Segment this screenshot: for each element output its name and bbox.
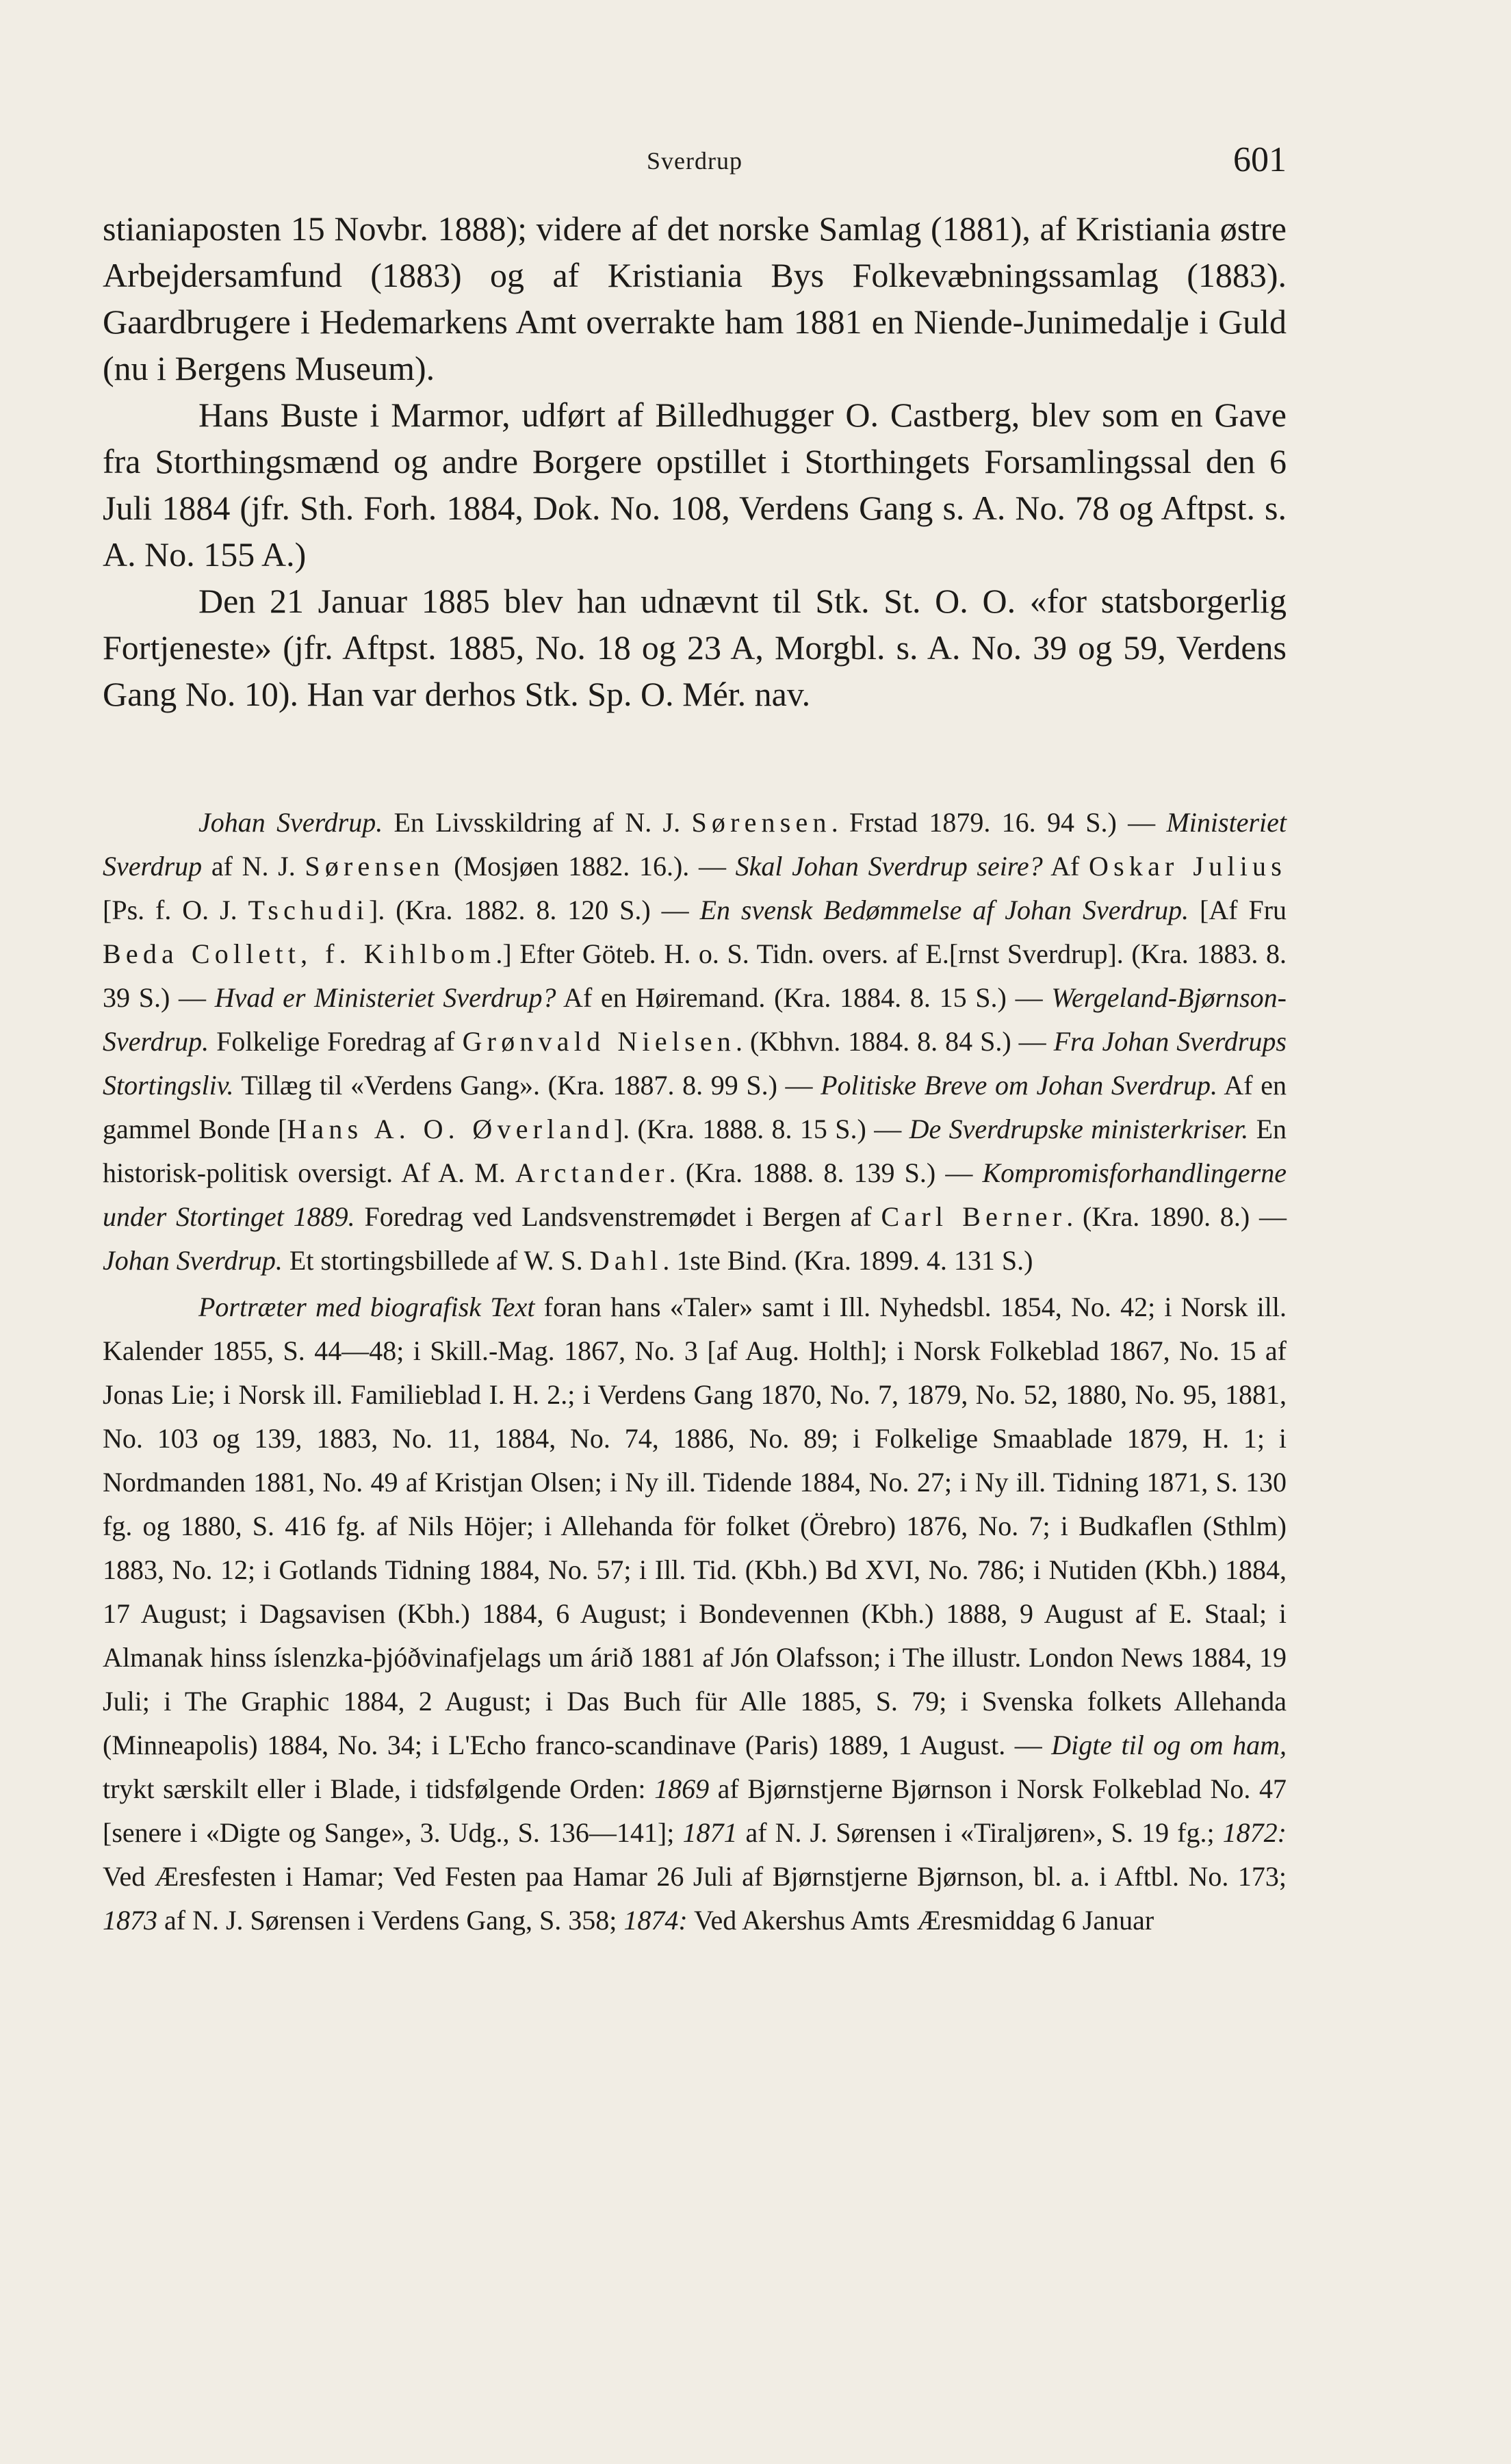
citation-text: [Ps. f. O. J. <box>103 895 248 925</box>
author-name: Dahl <box>589 1245 663 1276</box>
author-name: Arctander <box>515 1157 669 1188</box>
year-label: 1873 <box>103 1905 157 1936</box>
citation-text: Et stortingsbillede af W. S. <box>282 1245 590 1276</box>
paragraph-bust: Hans Buste i Marmor, udført af Billedhugger O. Castberg, blev som en Gave fra Storthingsmænd og andre Borgere opstillet i Storthingets Forsamlingssal den 6 Juli 1884 (jfr. Sth. Forh. 1884, Dok. No. 108, Verdens Gang s. A. No. 78 og Aftpst. s. A. No. 155 A.) <box>103 396 1287 574</box>
citation-text: Af en gammel Bonde [ <box>103 1070 1287 1144</box>
author-name: Carl Berner <box>881 1201 1067 1232</box>
citation-text: (Mosjøen 1882. 16.). — <box>444 851 736 882</box>
author-name: Sørensen <box>305 851 445 882</box>
citation-text: . (Kra. 1890. 8.) — <box>1066 1201 1287 1232</box>
author-name: Oskar Julius <box>1089 851 1287 882</box>
work-title: Ministeriet Sverdrup <box>103 807 1287 882</box>
citation-text: ]. (Kra. 1888. 8. 15 S.) — <box>613 1114 909 1144</box>
author-name: Tschudi <box>248 895 370 925</box>
citation-text: . (Kbhvn. 1884. 8. 84 S.) — <box>736 1026 1054 1057</box>
citation-text: Ved Akershus Amts Æresmiddag 6 Januar <box>687 1905 1154 1936</box>
citation-text: Folkelige Foredrag af <box>209 1026 463 1057</box>
citation-text: . 1ste Bind. (Kra. 1899. 4. 131 S.) <box>662 1245 1033 1276</box>
citation-text: . (Kra. 1888. 8. 139 S.) — <box>669 1157 983 1188</box>
paragraph-honours: Den 21 Januar 1885 blev han udnævnt til Stk. St. O. O. «for statsborgerlig Fortjeneste» (jfr. Aftpst. 1885, No. 18 og 23 A, Morgbl. s. A. No. 39 og 59, Verdens Gang No. 10). Han var derhos Stk. Sp. O. Mér. nav. <box>103 582 1287 713</box>
main-text <box>103 205 1287 717</box>
author-name: Grønvald Nielsen <box>462 1026 736 1057</box>
section-heading: Portræter med biografisk Text <box>198 1292 535 1322</box>
author-name: Hans A. O. Øverland <box>287 1114 614 1144</box>
citation-text: ]. (Kra. 1882. 8. 120 S.) — <box>369 895 700 925</box>
section-heading: Digte til og om ham, <box>1051 1730 1287 1760</box>
work-title: Fra Johan Sverdrups Stortingsliv. <box>103 1026 1287 1101</box>
author-name: Sørensen <box>691 807 831 838</box>
citation-text: [Af Fru <box>1189 895 1287 925</box>
work-title: Kompromisforhandlingerne under Stortinget 1889. <box>103 1157 1287 1232</box>
citation-text: af N. J. Sørensen i Verdens Gang, S. 358; <box>157 1905 624 1936</box>
citation-text: foran hans «Taler» samt i Ill. Nyhedsbl. 1854, No. 42; i Norsk ill. Kalender 1855, S. 44—48; i Skill.-Mag. 1867, No. 3 [af Aug. Holth]; i Norsk Folkeblad 1867, No. 15 af Jonas Lie; i Norsk ill. Familieblad I. H. 2.; i Verdens Gang 1870, No. 7, 1879, No. 52, 1880, No. 95, 1881, No. 103 og 139, 1883, No. 11, 1884, No. 74, 1886, No. 89; i Folkelige Smaablade 1879, H. 1; i Nordmanden 1881, No. 49 af Kristjan Olsen; i Ny ill. Tidende 1884, No. 27; i Ny ill. Tidning 1871, S. 130 fg. og 1880, S. 416 fg. af Nils Höjer; i Allehanda för folket (Örebro) 1876, No. 7; i Budkaflen (Sthlm) 1883, No. 12; i Gotlands Tidning 1884, No. 57; i Ill. Tid. (Kbh.) Bd XVI, No. 786; i Nutiden (Kbh.) 1884, 17 August; i Dagsavisen (Kbh.) 1884, 6 August; i Bondevennen (Kbh.) 1888, 9 August af E. Staal; i Almanak hinss íslenzka-þjóðvinafjelags um árið 1881 af Jón Olafsson; i The illustr. London News 1884, 19 Juli; i The Graphic 1884, 2 August; i Das Buch für Alle 1885, S. 79; i Svenska folkets Allehanda (Minneapolis) 1884, No. 34; i L'Echo franco-scandinave (Paris) 1889, 1 August. — <box>103 1292 1287 1760</box>
citation-text: En Livsskildring af N. J. <box>383 807 692 838</box>
work-title: Hvad er Ministeriet Sverdrup? <box>214 982 556 1013</box>
citation-text: . Frstad 1879. 16. 94 S.) — <box>831 807 1167 838</box>
citation-text: .] Efter Göteb. H. o. S. Tidn. overs. af E.[rnst Sverdrup]. (Kra. 1883. 8. 39 S.) — <box>103 938 1287 1013</box>
work-title: Skal Johan Sverdrup seire? <box>735 851 1043 882</box>
citation-text: Tillæg til «Verdens Gang». (Kra. 1887. 8. 99 S.) — <box>233 1070 821 1101</box>
citation-text: af N. J. Sørensen i «Tiraljøren», S. 19 fg.; <box>737 1817 1223 1848</box>
citation-text: En historisk-politisk oversigt. Af A. M. <box>103 1114 1287 1188</box>
work-title: Politiske Breve om Johan Sverdrup. <box>821 1070 1218 1101</box>
citation-text: Af en Høiremand. (Kra. 1884. 8. 15 S.) — <box>556 982 1052 1013</box>
running-header <box>103 137 1287 185</box>
citation-text: trykt særskilt eller i Blade, i tidsfølgende Orden: <box>103 1773 655 1804</box>
paragraph-continued: stianiaposten 15 Novbr. 1888); videre af det norske Samlag (1881), af Kristiania østre Arbejdersamfund (1883) og af Kristiania Bys Folkevæbningssamlag (1883). Gaardbrugere i Hedemarkens Amt overrakte ham 1881 en Niende-Junimedalje i Guld (nu i Bergens Museum). <box>103 209 1287 387</box>
bibliography-works <box>103 801 1287 1283</box>
year-label: 1869 <box>654 1773 710 1804</box>
year-label: 1874: <box>623 1905 688 1936</box>
work-title: Johan Sverdrup. <box>103 1245 283 1276</box>
bibliography-notes <box>103 801 1287 1942</box>
work-title: Johan Sverdrup. <box>198 807 383 838</box>
citation-text: Foredrag ved Landsvenstremødet i Bergen af <box>354 1201 881 1232</box>
author-name: Beda Collett, f. Kihlbom <box>103 938 496 969</box>
citation-text: af Bjørnstjerne Bjørnson i Norsk Folkeblad No. 47 [senere i «Digte og Sange», 3. Udg., S. 136—141]; <box>103 1773 1287 1848</box>
page-number: 601 <box>1233 140 1287 179</box>
citation-text: Af <box>1042 851 1089 882</box>
citation-text: Ved Æresfesten i Hamar; Ved Festen paa Hamar 26 Juli af Bjørnstjerne Bjørnson, bl. a. i Aftbl. No. 173; <box>103 1861 1287 1892</box>
bibliography-portraits <box>103 1285 1287 1942</box>
running-title: Sverdrup <box>647 147 742 175</box>
year-label: 1871 <box>682 1817 738 1848</box>
work-title: En svensk Bedømmelse af Johan Sverdrup. <box>699 895 1189 925</box>
work-title: De Sverdrupske ministerkriser. <box>909 1114 1249 1144</box>
year-label: 1872: <box>1222 1817 1287 1848</box>
work-title: Wergeland-Bjørnson-Sverdrup. <box>103 982 1287 1057</box>
citation-text: af N. J. <box>202 851 305 882</box>
